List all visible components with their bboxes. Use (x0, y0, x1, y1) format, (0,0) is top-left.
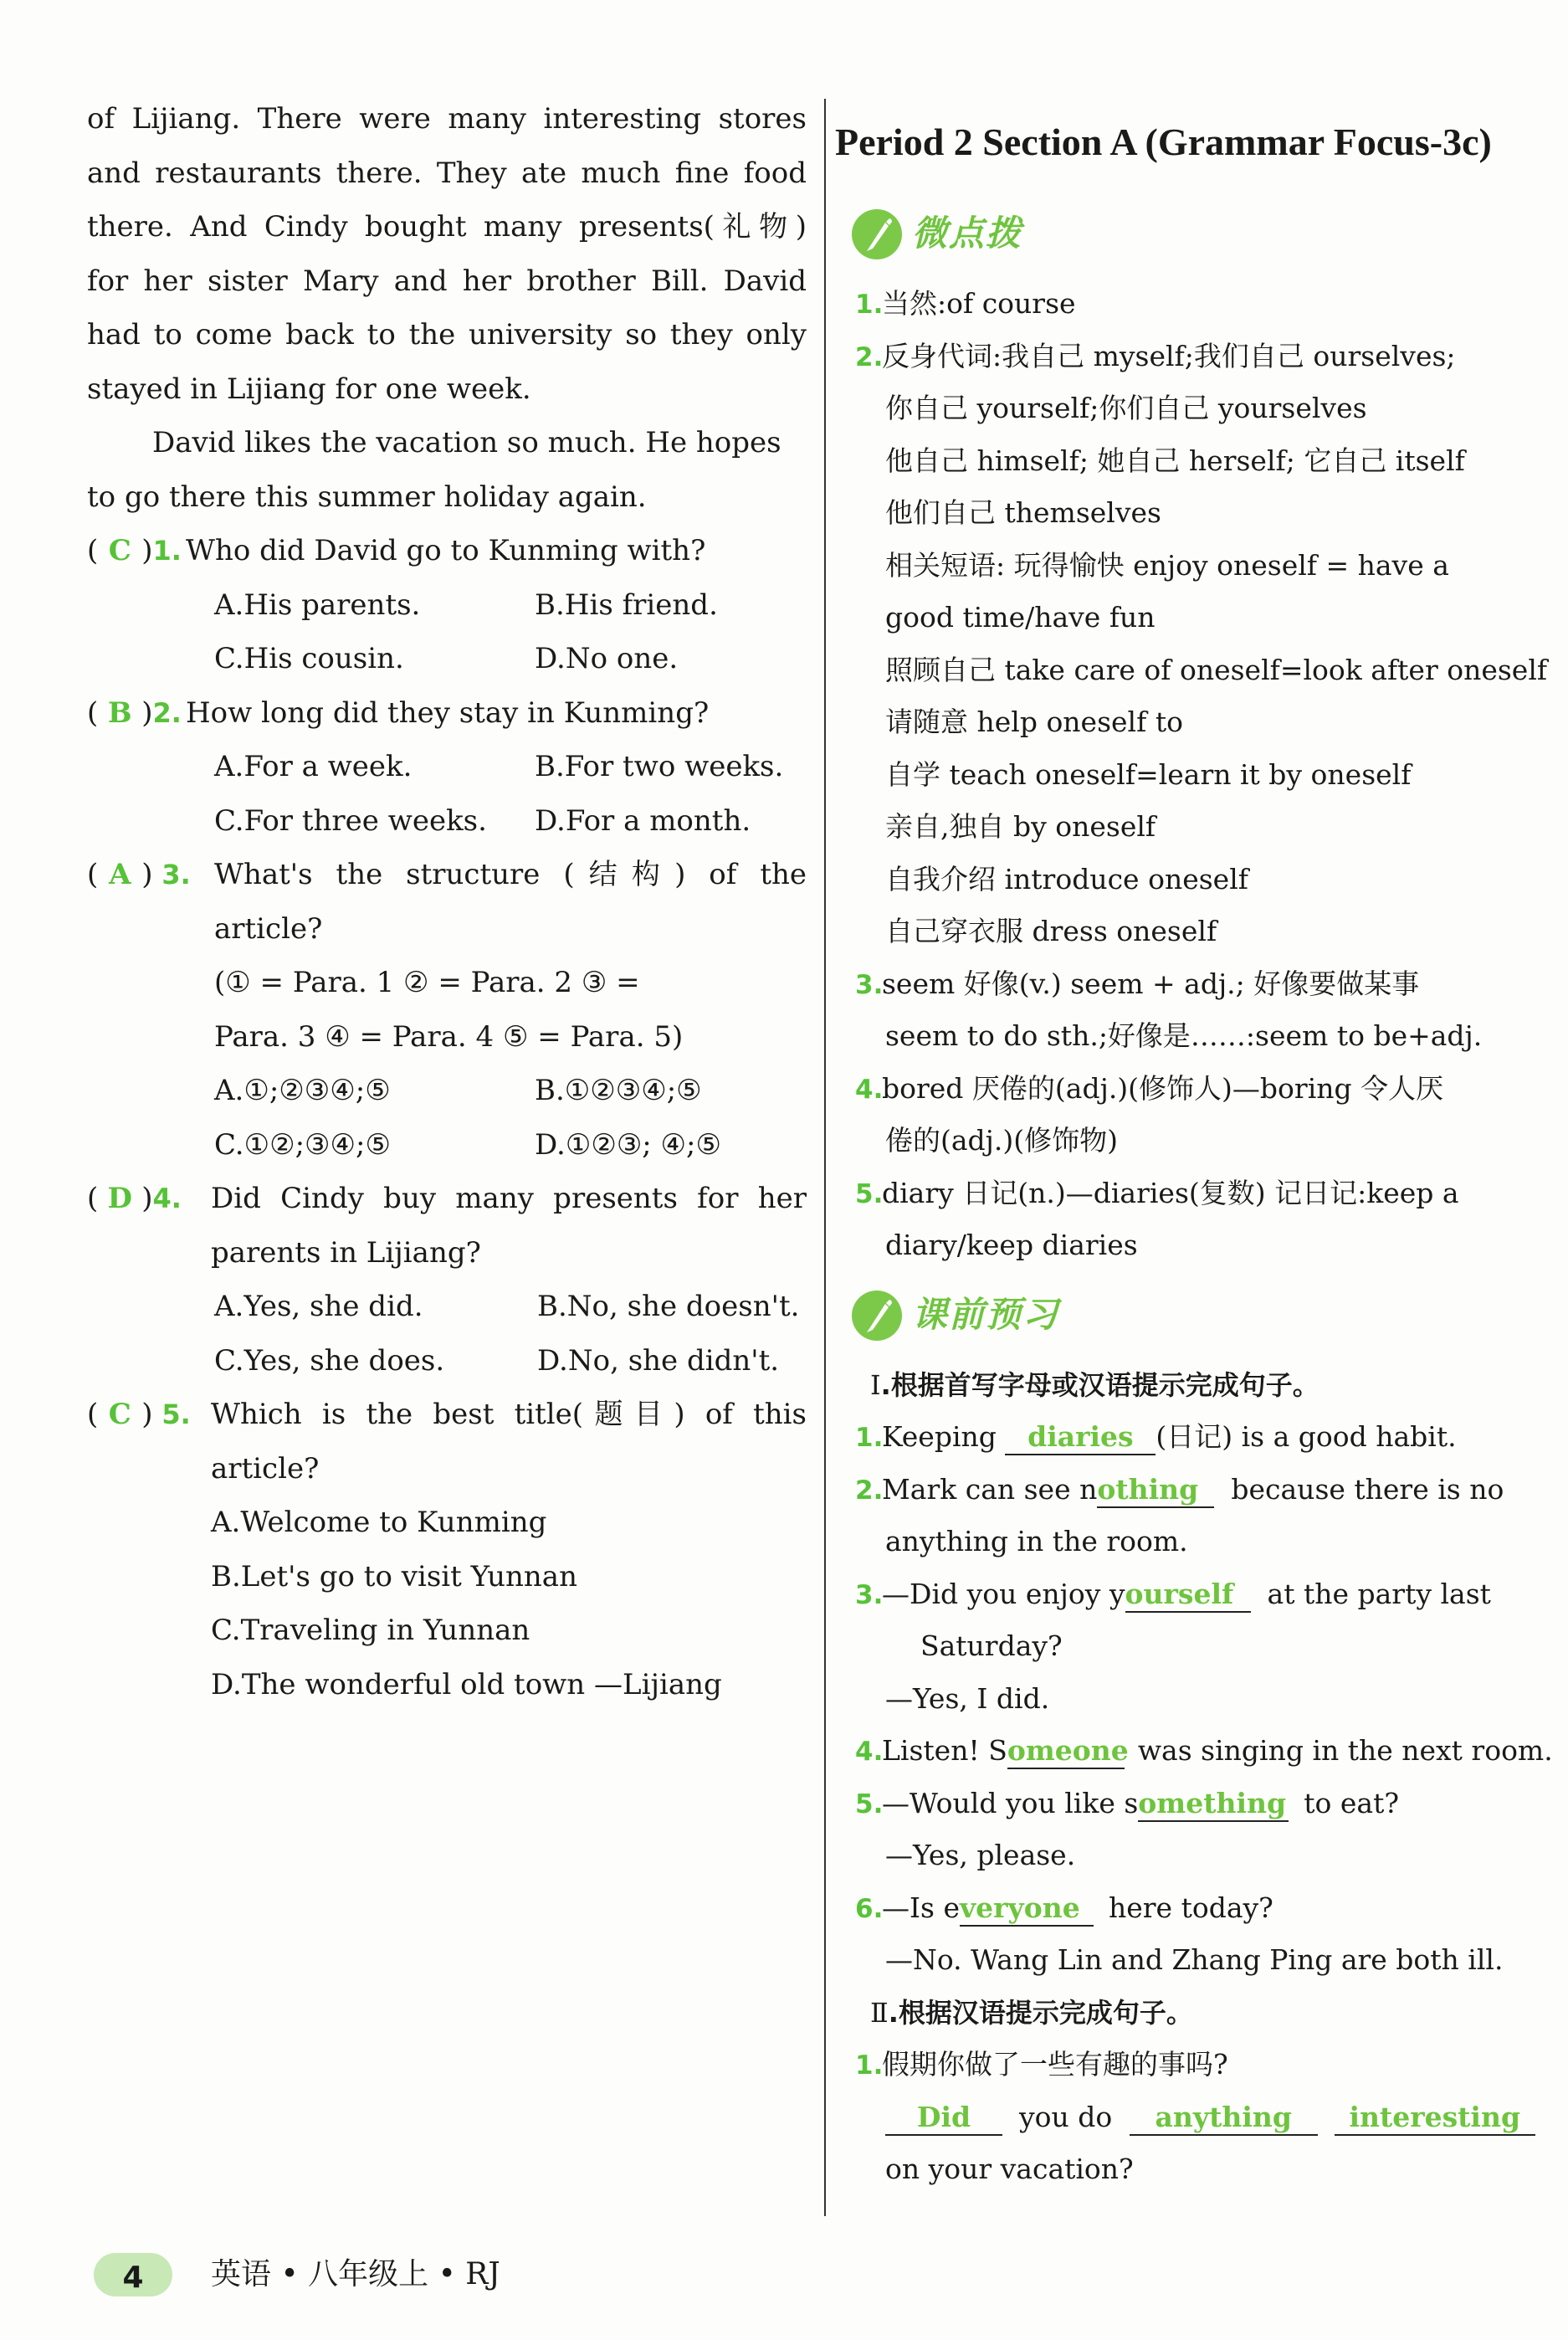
tip-line: 倦的(adj.)(修饰物) (885, 1124, 1119, 1157)
tip-text: bored 厌倦的(adj.)(修饰人)—boring 令人厌 (882, 1071, 1444, 1105)
answer-letter: A (109, 858, 131, 891)
sentence-text: (日记) is a good habit. (1156, 1420, 1457, 1453)
column-divider (824, 99, 826, 2216)
question-text-cont: article? (211, 1451, 320, 1486)
question-text-cont: article? (214, 911, 323, 946)
question-text: Who did David go to Kunming with? (186, 534, 706, 567)
option-d: D.The wonderful old town —Lijiang (211, 1667, 722, 1701)
answer-paren: ( C ) 5. (87, 1388, 208, 1442)
translate-question (835, 2039, 1568, 2091)
tip-line: good time/have fun (885, 601, 1156, 634)
tip-line (835, 278, 1568, 331)
fill-question (835, 1882, 1568, 1935)
option-d: D.No, she didn't. (537, 1343, 780, 1378)
sentence-text: —Did you enjoy y (882, 1577, 1125, 1610)
tip-text: diary 日记(n.)—diaries(复数) 记日记:keep a (882, 1176, 1459, 1209)
passage-line: David likes the vacation so much. He hopes (152, 426, 781, 459)
passage-line: there. And Cindy bought many presents(礼物) (87, 210, 807, 244)
tip-line (835, 958, 1568, 1011)
option-b: B.No, she doesn't. (537, 1290, 800, 1323)
tip-line: 自我介绍 introduce oneself (885, 862, 1248, 895)
question-text: Which is the best title(题目) of this (211, 1398, 807, 1431)
option-a: A.His parents. (214, 588, 421, 622)
period-title: Period 2 Section A (Grammar Focus-3c) (835, 121, 1492, 163)
question-structure-key: Para. 3 ④ = Para. 4 ⑤ = Para. 5) (214, 1019, 684, 1054)
part-title: .根据首写字母或汉语提示完成句子。 (880, 1368, 1319, 1401)
option-c: C.His cousin. (214, 642, 404, 675)
question-number: 2. (152, 696, 182, 729)
answer-blank[interactable]: omeone (1007, 1734, 1125, 1769)
part2-heading (835, 1987, 1568, 2040)
option-c: C.For three weeks. (214, 803, 487, 838)
option-a: A.Yes, she did. (214, 1290, 423, 1323)
answer-blank[interactable]: othing (1097, 1473, 1214, 1508)
tip-line: seem to do sth.;好像是……:seem to be+adj. (885, 1019, 1483, 1052)
answer-blank[interactable]: interesting (1335, 2101, 1535, 2136)
options-row (87, 1064, 807, 1118)
option-b: B.①②③④;⑤ (535, 1074, 702, 1107)
answer-blank[interactable]: anything (1130, 2101, 1318, 2136)
tip-number: 3. (855, 969, 884, 1000)
answer-blank[interactable]: Did (885, 2101, 1002, 2136)
tip-number: 5. (855, 1178, 884, 1209)
tips-section-header (835, 201, 1568, 278)
book-label: 英语 • 八年级上 • RJ (211, 2257, 500, 2291)
tip-line (835, 1167, 1568, 1220)
fill-question-cont: —Yes, please. (885, 1839, 1076, 1871)
question-number: 4. (152, 1183, 182, 1214)
tip-line: 你自己 yourself;你们自己 yourselves (885, 392, 1367, 424)
passage-line: stayed in Lijiang for one week. (87, 372, 531, 406)
options-row (87, 1280, 807, 1334)
fill-question (835, 1411, 1568, 1464)
answer-letter: C (108, 1398, 131, 1431)
sentence-text: here today? (1109, 1891, 1273, 1924)
fill-question-cont: —Yes, I did. (885, 1681, 1050, 1715)
tip-line: 亲自,独自 by oneself (885, 810, 1156, 843)
sentence-text: 假期你做了一些有趣的事吗? (882, 2048, 1228, 2081)
sentence-text: you do (1019, 2100, 1113, 2133)
options-row (87, 1118, 807, 1173)
options-row (87, 794, 807, 849)
right-column (835, 109, 1568, 2196)
pencil-icon (852, 1291, 902, 1341)
sentence-text: Keeping (882, 1420, 997, 1453)
tip-line (835, 1063, 1568, 1116)
tip-number: 1. (855, 290, 884, 320)
option-d: D.①②③; ④;⑤ (535, 1127, 721, 1162)
options-row (87, 740, 807, 794)
question-4 (87, 1172, 807, 1226)
passage-line: to go there this summer holiday again. (87, 480, 647, 514)
question-3 (87, 848, 807, 902)
answer-paren: ( B )2. (87, 686, 186, 741)
answer-paren: ( D )4. (87, 1172, 208, 1226)
question-number: 6. (855, 1893, 884, 1924)
question-text: What's the structure (结构) of the (214, 858, 807, 891)
question-number: 5. (161, 1398, 191, 1430)
option-c: C.Traveling in Yunnan (211, 1614, 530, 1647)
preview-section-header (835, 1282, 1568, 1359)
question-number: 3. (161, 859, 191, 890)
tip-line: 照顾自己 take care of oneself=look after oneself (885, 653, 1548, 686)
tip-number: 4. (855, 1074, 884, 1105)
question-number: 4. (855, 1737, 884, 1767)
option-b: B.For two weeks. (535, 750, 784, 783)
answer-paren: ( A ) 3. (87, 848, 208, 902)
option-d: D.No one. (535, 642, 679, 675)
option-a: A.Welcome to Kunming (211, 1506, 547, 1539)
fill-question (835, 1568, 1568, 1621)
passage-line: and restaurants there. They ate much fine food (87, 156, 807, 190)
question-number: 1. (855, 2050, 884, 2081)
question-5 (87, 1388, 807, 1442)
question-text-cont: parents in Lijiang? (211, 1235, 481, 1270)
passage-line: had to come back to the university so they only (87, 318, 807, 352)
option-b: B.Let's go to visit Yunnan (211, 1559, 577, 1593)
sentence-text: —Would you like s (882, 1786, 1139, 1819)
tip-text: 反身代词:我自己 myself;我们自己 ourselves; (882, 339, 1456, 372)
roman-numeral: Ⅱ (870, 1996, 889, 2029)
tip-line (835, 331, 1568, 383)
tip-text: seem 好像(v.) seem + adj.; 好像要做某事 (882, 967, 1420, 1000)
option-c: C.①②;③④;⑤ (214, 1127, 391, 1162)
options-row (87, 1334, 807, 1388)
answer-blank[interactable]: diaries (1005, 1420, 1156, 1455)
pencil-icon (852, 209, 902, 259)
fill-question (835, 1725, 1568, 1778)
answer-blank[interactable]: veryone (960, 1891, 1094, 1927)
fill-question-cont: anything in the room. (885, 1525, 1188, 1557)
option-a: A.①;②③④;⑤ (214, 1074, 391, 1107)
answer-paren: ( C )1. (87, 524, 186, 578)
question-number: 2. (855, 1475, 884, 1506)
question-text: How long did they stay in Kunming? (186, 695, 710, 730)
page-number-badge (94, 2253, 172, 2296)
tip-line: 他们自己 themselves (885, 496, 1161, 529)
question-number: 1. (855, 1423, 884, 1453)
part1-heading (835, 1359, 1568, 1412)
tip-line: 相关短语: 玩得愉快 enjoy oneself = have a (885, 548, 1449, 582)
sentence-text: to eat? (1304, 1786, 1400, 1819)
tip-number: 2. (855, 341, 884, 372)
tip-line: 请随意 help oneself to (885, 706, 1183, 738)
answer-blank[interactable]: omething (1138, 1787, 1289, 1822)
options-row (87, 632, 807, 686)
question-number: 1. (152, 535, 182, 567)
question-1 (87, 524, 807, 578)
answer-letter: B (107, 695, 132, 730)
option-b: B.His friend. (535, 588, 718, 622)
sentence-text: —Is e (882, 1891, 960, 1924)
fill-question-cont: —No. Wang Lin and Zhang Ping are both ill. (885, 1943, 1504, 1976)
answer-blank[interactable]: ourself (1125, 1578, 1251, 1613)
passage-line: for her sister Mary and her brother Bill. David (87, 264, 807, 298)
left-column (87, 92, 807, 1711)
fill-question (835, 1778, 1568, 1830)
translate-answer-line (835, 2091, 1568, 2144)
sentence-text: was singing in the next room. (1137, 1734, 1553, 1767)
fill-question-cont: Saturday? (920, 1629, 1063, 1662)
option-d: D.For a month. (535, 803, 751, 838)
question-number: 3. (855, 1579, 884, 1610)
sentence-text: because there is no (1231, 1472, 1504, 1506)
options-row (87, 578, 807, 633)
tip-line: 他自己 himself; 她自己 herself; 它自己 itself (885, 444, 1465, 477)
sentence-text: Listen! S (882, 1734, 1007, 1767)
sentence-text: Mark can see n (882, 1472, 1098, 1506)
question-text: Did Cindy buy many presents for her (211, 1182, 807, 1215)
question-structure-key: (① = Para. 1 ② = Para. 2 ③ = (214, 966, 640, 999)
answer-letter: C (108, 534, 131, 567)
page-number: 4 (122, 2260, 144, 2295)
preview-section-title: 课前预习 (912, 1293, 1060, 1335)
option-c: C.Yes, she does. (214, 1343, 445, 1378)
tip-line: 自己穿衣服 dress oneself (885, 915, 1217, 947)
tip-text: 当然:of course (882, 287, 1076, 320)
translate-question-cont: on your vacation? (885, 2153, 1134, 2185)
passage-line: of Lijiang. There were many interesting stores (87, 102, 807, 136)
part-title: .根据汉语提示完成句子。 (888, 1996, 1193, 2029)
tips-section-title: 微点拨 (912, 213, 1023, 254)
option-a: A.For a week. (214, 750, 412, 783)
tip-line: 自学 teach oneself=learn it by oneself (885, 757, 1412, 791)
tip-line: diary/keep diaries (885, 1229, 1138, 1261)
fill-question (835, 1464, 1568, 1516)
question-2 (87, 686, 807, 741)
roman-numeral: Ⅰ (870, 1368, 881, 1401)
sentence-text: at the party last (1267, 1577, 1491, 1610)
answer-letter: D (107, 1182, 132, 1215)
question-number: 5. (855, 1788, 884, 1819)
